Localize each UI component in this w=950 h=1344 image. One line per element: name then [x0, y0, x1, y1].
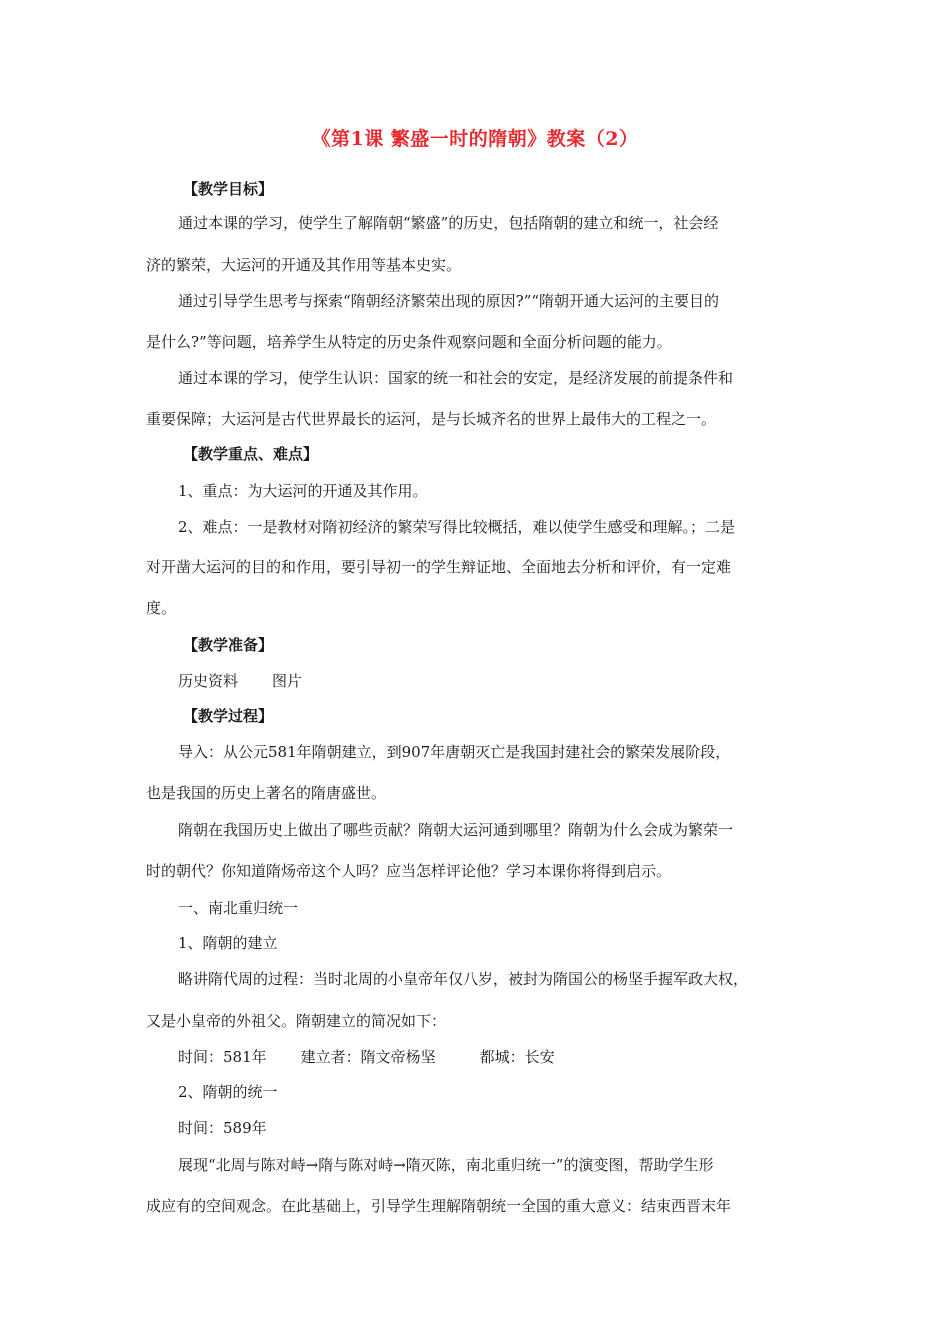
paragraph-line: 济的繁荣，大运河的开通及其作用等基本史实。	[146, 256, 462, 274]
founding-time: 时间：581年	[178, 1048, 267, 1066]
paragraph-line: 是什么?”等问题，培养学生从特定的历史条件观察问题和全面分析问题的能力。	[146, 333, 672, 351]
paragraph-line: 展现“北周与陈对峙→隋与陈对峙→隋灭陈，南北重归统一”的演变图，帮助学生形	[178, 1156, 714, 1174]
paragraph-line: 又是小皇帝的外祖父。隋朝建立的简况如下：	[146, 1012, 447, 1030]
paragraph-line: 成应有的空间观念。在此基础上，引导学生理解隋朝统一全国的重大意义：结束西晋末年	[146, 1197, 732, 1215]
key-points-heading: 【教学重点、难点】	[183, 445, 319, 463]
process-heading: 【教学过程】	[183, 707, 274, 725]
paragraph-line: 导入：从公元581年隋朝建立，到907年唐朝灭亡是我国封建社会的繁荣发展阶段，	[178, 743, 731, 761]
paragraph-line: 对开凿大运河的目的和作用，要引导初一的学生辩证地、全面地去分析和评价，有一定难	[146, 558, 732, 576]
subsection-heading: 1、隋朝的建立	[178, 934, 278, 952]
paragraph-line: 通过本课的学习，使学生了解隋朝“繁盛”的历史，包括隋朝的建立和统一，社会经	[178, 214, 719, 232]
paragraph-line: 1、重点：为大运河的开通及其作用。	[178, 482, 428, 500]
prep-items	[178, 671, 302, 691]
objectives-heading: 【教学目标】	[183, 180, 274, 198]
subsection-heading: 2、隋朝的统一	[178, 1083, 278, 1101]
document-title: 《第1课 繁盛一时的隋朝》教案（2）	[311, 128, 639, 150]
paragraph-line: 也是我国的历史上著名的隋唐盛世。	[146, 784, 387, 802]
paragraph-line: 时间：589年	[178, 1119, 267, 1137]
founding-facts	[178, 1047, 555, 1067]
paragraph-line: 隋朝在我国历史上做出了哪些贡献？隋朝大运河通到哪里？隋朝为什么会成为繁荣一	[178, 821, 734, 839]
prep-item: 历史资料	[178, 672, 239, 690]
founding-founder: 建立者：隋文帝杨坚	[300, 1048, 436, 1066]
subsection-heading: 一、南北重归统一	[178, 899, 299, 917]
paragraph-line: 度。	[146, 599, 177, 617]
paragraph-line: 2、难点：一是教材对隋初经济的繁荣写得比较概括，难以使学生感受和理解。；二是	[178, 518, 736, 536]
paragraph-line: 通过本课的学习，使学生认识：国家的统一和社会的安定，是经济发展的前提条件和	[178, 369, 734, 387]
paragraph-line: 通过引导学生思考与探索“隋朝经济繁荣出现的原因?”“隋朝开通大运河的主要目的	[178, 292, 720, 310]
paragraph-line: 重要保障；大运河是古代世界最长的运河，是与长城齐名的世界上最伟大的工程之一。	[146, 410, 717, 428]
prep-heading: 【教学准备】	[183, 636, 274, 654]
founding-capital: 都城：长安	[479, 1048, 555, 1066]
paragraph-line: 略讲隋代周的过程：当时北周的小皇帝年仅八岁，被封为隋国公的杨坚手握军政大权，	[178, 970, 749, 988]
paragraph-line: 时的朝代？你知道隋炀帝这个人吗？应当怎样评论他？学习本课你将得到启示。	[146, 862, 672, 880]
prep-item: 图片	[272, 672, 303, 690]
